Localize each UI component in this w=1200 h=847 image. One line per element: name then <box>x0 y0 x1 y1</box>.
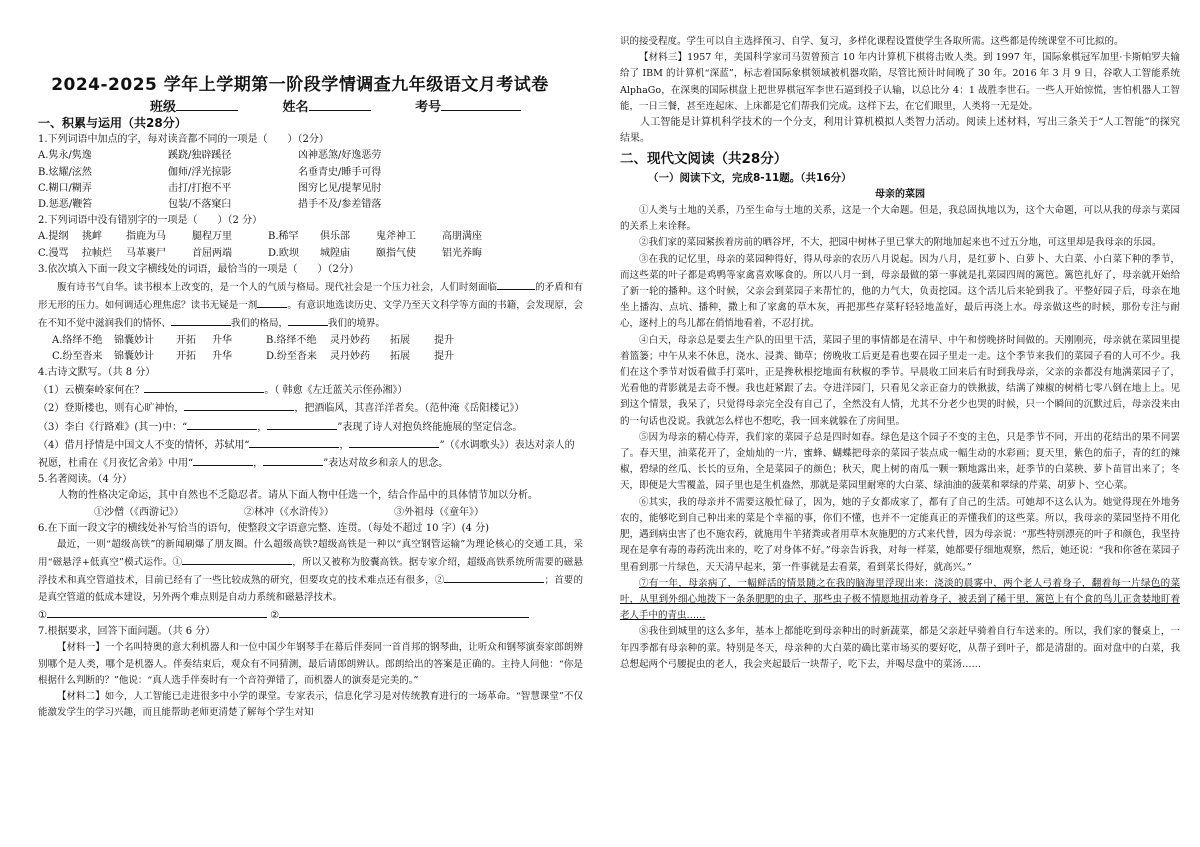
blank-line <box>171 314 231 326</box>
opt-text: 击打/打抱不平 <box>168 182 232 194</box>
q4-text: （4）借月抒情是中国文人不变的情怀，苏轼用“ <box>38 439 250 451</box>
opt-text: 灵丹妙药 <box>330 350 370 362</box>
story-paragraph-7: ⑦有一年，母亲病了，一幅鲜活的情景随之在我的脑海里浮现出来：浇淡的晨雾中，两个老人弓着身子，翻着每一片绿色的菜叶，从里到外细心地拨下一条条肥肥的虫子，那些虫子极不情愿地扭动着身子，被丢到了稀干里，篱笆上有个食的鸟儿正贪婪地盯着老人手中的青虫…… <box>620 577 1180 622</box>
opt-text: 凶神恶煞/好逸恶劳 <box>298 150 382 162</box>
opt-text: 蹊跷/独辟蹊径 <box>168 150 232 162</box>
question-2: 2.下列词语中没有错别字的一项是（ ）（2 分） <box>38 215 263 227</box>
opt-text: A.隽永/隽逸 <box>38 150 92 162</box>
opt-text: 升华 <box>212 350 232 362</box>
opt-text: 灵丹妙药 <box>330 334 370 346</box>
opt-text: 拉帧烂 <box>82 247 112 259</box>
story-paragraph-2: ②我们家的菜园紧挨着房前的晒谷坪，不大，把园中树林子里已掌大的附地加起来也不过五分地，可这里却是我母亲的乐园。 <box>639 237 1162 249</box>
q6-text: ；首要的是真空管道的低成本建设，另外两个难点则是自动力系统和磁悬浮技术。 <box>38 575 583 603</box>
opt-text: D.惩恶/鞭笞 <box>38 199 93 211</box>
opt-text: 锦囊妙计 <box>114 334 154 346</box>
q1-options <box>38 148 583 213</box>
story-paragraph-4: ④白天，母亲总是要去生产队的田里干活，菜园子里的事情都是在清早、中午和傍晚挤时间做的。天刚刚亮，母亲就在菜园里提着篮篓；中午从来不休息，浇水、浸粪、锄草；傍晚收工后更是看也要在园子里走一走。这个季节来我们的菜园子看的人可不少。我们在这个季节对饭看做手打菜叶，正是搀秋根挖地面有秋椒的季节。早晨收工回来后有时到我母亲，父亲的亲都没有地满菜园子了，光看他的背影就是去奇不慢。我也赶紧跟了去。夺进洋园门，只看见父亲正奋力的铁揪拔，结满了辣椒的树梢七零八倒在地上上。见到这个情景，我呆了，只觉得母亲完全没有自己了，全然没有人情，尤其不分老少也哭的时候，只一个瞬间的沉默过后，母亲没来由的一句话也没说。我就怎么样也不想吃，我一回来就躲在了房间里。 <box>620 334 1180 427</box>
opt-text: 颐指气使 <box>376 247 416 259</box>
q3-options-ab <box>38 333 583 349</box>
material-2: 【材料二】如今，人工智能已走进很多中小学的课堂。专家表示，信息化学习是对传统教育进行的一场革命。“智慧课堂”不仅能激发学生的学习兴趣，而且能帮助老师更清楚了解每个学生对知 <box>38 690 583 719</box>
blank-line[interactable] <box>182 553 292 565</box>
q3-text: 腹有诗书气自华。读书根本上改变的，是一个人的气质与格局。现代社会是一个压力社会，人们时刻面临 <box>57 282 498 294</box>
q4-text: 。（ 韩愈《左迁蓝关示侄孙湘》） <box>264 385 408 397</box>
opt-text: 马革裹尸 <box>126 247 166 259</box>
q4-text: （2）登斯楼也，则有心旷神怡， <box>38 403 185 415</box>
opt-text: C.糊口/糊弄 <box>38 182 92 194</box>
q3-text: 我们的格局， <box>231 318 289 330</box>
opt-text: 拓展 <box>390 350 410 362</box>
blank-line[interactable] <box>267 418 337 430</box>
q1-option-b <box>38 165 583 181</box>
q4-text: （1）云横秦岭家何在？ <box>38 385 145 397</box>
q4-text: ”（《水调歌头》）表达对亲人的祝愿，杜甫在《月夜忆舍弟》中用“ <box>38 439 575 470</box>
question-1: 1.下列词语中加点的字，每对读音都不同的一项是（ ）（2分） <box>38 134 329 146</box>
material-2-cont: 识的接受程度。学生可以自主选择预习、自学、复习，多样化课程设置使学生各取所需。这些都是传统课堂不可比拟的。 <box>620 36 1124 47</box>
question-3: 3.依次填入下面一段文字横线处的词语，最恰当的一项是（ ）（2分） <box>38 263 359 275</box>
section-1-heading: 一、积累与运用（共28分） <box>38 116 187 130</box>
opt-text: 俱乐部 <box>320 231 350 243</box>
opt-text: 开拓 <box>176 350 196 362</box>
opt-text: 伽师/浮光掠影 <box>168 166 232 178</box>
q3-options-cd <box>38 349 583 365</box>
opt-text: 拓展 <box>390 334 410 346</box>
opt-text: D.欧坝 <box>268 247 299 259</box>
story-paragraph-5: ⑤因为母亲的精心侍弄，我们家的菜园子总是四时如春。绿色是这个园子不变的主色，只是季节不同，开出的花结出的果不同罢了。春天里，油菜花开了，金灿灿的一片，蜜蜂、蝴蝶把母亲的菜园子装点成一幅生动的水彩画；夏天里，紫色的茄子，青的红的辣椒，碧绿的丝瓜、长长的豆角，全是菜园子的颜色；秋天，爬上树的南瓜一颗一颗地露出来，赶季节的白菜秧、萝卜苗冒出来了；冬天，即便是大雪覆盖，园子里也是生机盎然，那就是菜园里耐寒的大白菜、绿油油的菠菜和翠绿的芹菜、胡萝卜、空心菜。 <box>620 431 1180 492</box>
name-label: 姓名 <box>282 100 309 115</box>
q4-1 <box>38 381 583 399</box>
q6-text: 最近，一则“超级高铁”的新闻刷爆了朋友圈。什么超级高铁?超级高铁是一种以“真空钢管运输”为理论核心的交通工具，采用“磁悬浮+低真空”模式运作。① <box>38 539 583 569</box>
opt-text: B.炫耀/泫然 <box>38 166 92 178</box>
q4-text: （3）李白《行路难》(其一)中：“ <box>38 421 188 433</box>
opt-text: 铝光养晦 <box>442 247 482 259</box>
opt-text: A.络绎不绝 <box>52 334 103 346</box>
blank-line <box>288 314 328 326</box>
blank-line[interactable] <box>263 454 323 466</box>
blank-line <box>497 278 535 290</box>
q6-answer-lines <box>38 606 583 624</box>
blank-line[interactable] <box>249 436 339 448</box>
story-paragraph-8: ⑧我住到城里的这么多年，基本上都能吃到母亲种出的时新蔬菜，都是父亲赶早骑着自行车送来的。所以，我们家的餐桌上，一年四季都有母亲种的菜。特别是冬天，母亲种的大白菜的确比菜市场买的要好吃，从帮子到叶子，都是清甜的。面对盘中的白菜，我总想起两个弓腰捉虫的老人，我会夹起最后一块帮子，吃下去，并喝尽盘中的菜汤…… <box>620 626 1180 670</box>
subsection-1-heading: （一）阅读下文，完成8-11题。（共16分） <box>648 171 852 184</box>
q4-text: ”表达对故乡和亲人的思念。 <box>323 458 449 470</box>
answer-line[interactable] <box>47 606 267 618</box>
answer-mark: ① <box>38 609 47 621</box>
opt-text: 提升 <box>434 334 454 346</box>
opt-text: 挑衅 <box>82 231 102 243</box>
question-4: 4.古诗文默写。（共 8 分） <box>38 367 156 379</box>
story-paragraph-3: ③在我的记忆里，母亲的菜园种得好，得从母亲的农历八月说起。因为八月，是红萝卜、白萝卜、大白菜、小白菜下种的季节，而这些菜的叶子都是鸡鸭等家禽喜欢啄食的。所以八月一到，母亲最做的第一事就是扎菜园四周的篱笆。篱笆扎好了，母亲就开始给了新一轮的播种。这个时候，父亲会到菜园子来帮忙的，他的力气大，负责挖园。这个活儿后来轮到我了。平整好园子后，母亲在地坐上播沟、点坑、播种，撒上和了家禽的草木灰，再把那些存菜籽轻轻地盖好，最后再浇上水。母亲做这些的时候，那份专注与耐心，逐村上的鸟儿都在俏悄地看着，不忍打扰。 <box>620 253 1180 330</box>
opt-text: 首屈两端 <box>192 247 232 259</box>
opt-text: B.络绎不绝 <box>266 334 317 346</box>
q4-text: ”表现了诗人对抱负终能施展的坚定信念。 <box>337 421 523 433</box>
section-2-heading: 二、现代文阅读（共28分） <box>620 151 788 168</box>
opt-text: 措手不及/参差错落 <box>298 199 382 211</box>
q3-passage <box>38 278 583 333</box>
q4-text: ， <box>257 421 268 433</box>
q4-text: ，把酒临风，其喜洋洋者矣。（范仲淹《岳阳楼记》） <box>294 403 525 415</box>
blank-line[interactable] <box>144 381 264 393</box>
q4-3 <box>38 418 583 436</box>
opt-text: 图穷匕见/提挈见肘 <box>298 182 382 194</box>
q6-text: ，所以又被称为胶囊高铁。据专家介绍，超级高铁系统所需要的磁悬浮技术和真空管道技术，目前已经有了一些比较成熟的研究，但要攻克的技术难点还有很多，② <box>38 557 583 587</box>
q5-option: ③外祖母（《童年》） <box>394 506 484 518</box>
opt-text: 锦囊妙计 <box>114 350 154 362</box>
q4-2 <box>38 399 583 417</box>
blank-line[interactable] <box>193 454 253 466</box>
story-paragraph-6: ⑥其实，我的母亲并不需要这般忙碌了，因为，她的子女都成家了，都有了自己的生活。可她却不这么认为。她觉得现在外地务农的，能够吃到自己种出来的菜是个幸福的事，你们不懂，也并不一定能真正的弄懂我们的这些菜。所以，我母亲的菜园坚持不用化肥，遇到病虫害了也不施农药，就施用牛羊猪粪或者用草木灰施肥的方式来代替，因为母亲说：“那些特别漂亮的叶子和颜色，我坚持现在是拿有毒的毒药洗出来的，吃了对身体不好。”母亲告诉我，对每一样菜，她都要仔细地观察，然后，她还说：“我和你爸在菜园子里看到那一片绿色，天天清早起来，第一件事就是去看菜，看到菜长得好，就高兴。” <box>620 496 1180 573</box>
q7-prompt: 人工智能是计算机科学技术的一个分支，利用计算机模拟人类智力活动。阅读上述材料，写出三条关于“人工智能”的探究结果。 <box>620 117 1180 145</box>
q5-option: ②林冲（《水浒传》） <box>244 506 334 518</box>
q4-text: ， <box>339 439 350 451</box>
q2-options-cd <box>38 246 583 262</box>
opt-text: 高朋满座 <box>442 231 482 243</box>
number-label: 考号 <box>415 100 442 115</box>
q1-option-a <box>38 148 583 164</box>
material-1: 【材料一】一个名叫特奥的意大利机器人和一位中国少年钢琴手在幕后伴奏同一首肖邦的钢琴曲，让听众和钢琴演奏家郎朗辨别哪个是人类，哪个是机器人。伴奏结束后，观众有不同猜测，最后请郎朗辨认。郎朗给出的答案是正确的。主持人问他：“你是根据什么判断的？”他说：“真人选手伴奏时有一个音符弹错了，而机器人的演奏是完美的。” <box>38 642 583 686</box>
opt-text: D.纷至沓来 <box>266 350 317 362</box>
q5-option: ①沙僧（《西游记》） <box>94 506 184 518</box>
opt-text: C.纷至沓来 <box>52 350 103 362</box>
question-5: 5.名著阅读。（4 分） <box>38 474 133 486</box>
question-7: 7.根据要求，回答下面问题。（共 6 分） <box>38 626 216 638</box>
blank-line[interactable] <box>349 436 439 448</box>
right-column <box>620 34 1180 673</box>
q5-text: 人物的性格决定命运，其中自然也不乏隐忍者。请从下面人物中任选一个，结合作品中的具体情节加以分析。 <box>58 490 538 502</box>
left-column <box>38 113 583 721</box>
q1-option-c <box>38 181 583 197</box>
opt-text: 鬼斧神工 <box>376 231 416 243</box>
material-3: 【材料三】1957 年，美国科学家司马贺曾预言 10 年内计算机下棋将击败人类。到 1997 年，国际象棋冠军加里·卡斯帕罗夫输给了 IBM 的计算机“深蓝”，标志着国际象棋领域被机器攻陷，尽管比预计时间晚了 30 年。2016 年 3 月 9 日，谷歌人工智能系统 AlphaGo，在深奥的国际棋盘上把世界棋冠军李世石逼到投子认输，以总比分 4：1 战胜李世石。一些人开始惊慌，害怕机器人工智能，一日三餐，甚至连起床、上床都是它们帮我们完成。这样下去，在它们眼里，人类将一无是处。 <box>620 52 1180 112</box>
opt-text: 指鹿为马 <box>126 231 166 243</box>
opt-text: 腿程万里 <box>192 231 232 243</box>
opt-text: 城隍庙 <box>320 247 350 259</box>
q3-text: 。有意识地选读历史、文学乃至天文科学等方面的书籍，会发现原，会在不知不觉中滋润我们的情怀、 <box>38 300 583 330</box>
blank-line[interactable] <box>444 571 544 583</box>
class-label: 班级 <box>150 100 177 115</box>
opt-text: A.提纲 <box>38 231 69 243</box>
opt-text: 提升 <box>434 350 454 362</box>
q3-text: 的矛盾和有形无形的压力。如何调适心理焦虑？读书无疑是一剂 <box>38 282 583 312</box>
answer-line[interactable] <box>279 606 529 618</box>
opt-text: B.稀罕 <box>268 231 299 243</box>
blank-line <box>257 296 287 308</box>
q4-4 <box>38 436 583 472</box>
answer-mark: ② <box>270 609 280 621</box>
q6-passage <box>38 537 583 606</box>
story-title: 母亲的菜园 <box>875 188 925 200</box>
q3-text: 我们的境界。 <box>328 318 386 330</box>
name-blank <box>309 98 371 111</box>
story-paragraph-1: ①人类与土地的关系，乃至生命与土地的关系，这是一个大命题。但是，我总固执地以为，这个大命题，可以从我的母亲与菜园的关系上来诠释。 <box>620 205 1180 233</box>
q2-options-ab <box>38 229 583 245</box>
opt-text: 开拓 <box>176 334 196 346</box>
q1-option-d <box>38 197 583 213</box>
q5-options <box>38 505 583 521</box>
opt-text: C.漫骂 <box>38 247 69 259</box>
opt-text: 升华 <box>212 334 232 346</box>
page-title: 2024-2025 学年上学期第一阶段学情调查九年级语文月考试卷 <box>51 75 549 95</box>
question-6: 6.在下面一段文字的横线处补写恰当的语句，使整段文字语意完整、连贯。（每处不超过 10 字）(4 分) <box>38 522 489 534</box>
opt-text: 包装/不落窠臼 <box>168 199 232 211</box>
blank-line[interactable] <box>184 399 294 411</box>
opt-text: 名垂青史/睡手可得 <box>298 166 382 178</box>
class-blank <box>176 98 238 111</box>
blank-line[interactable] <box>187 418 257 430</box>
number-blank <box>441 98 521 111</box>
q4-text: ， <box>253 458 264 470</box>
